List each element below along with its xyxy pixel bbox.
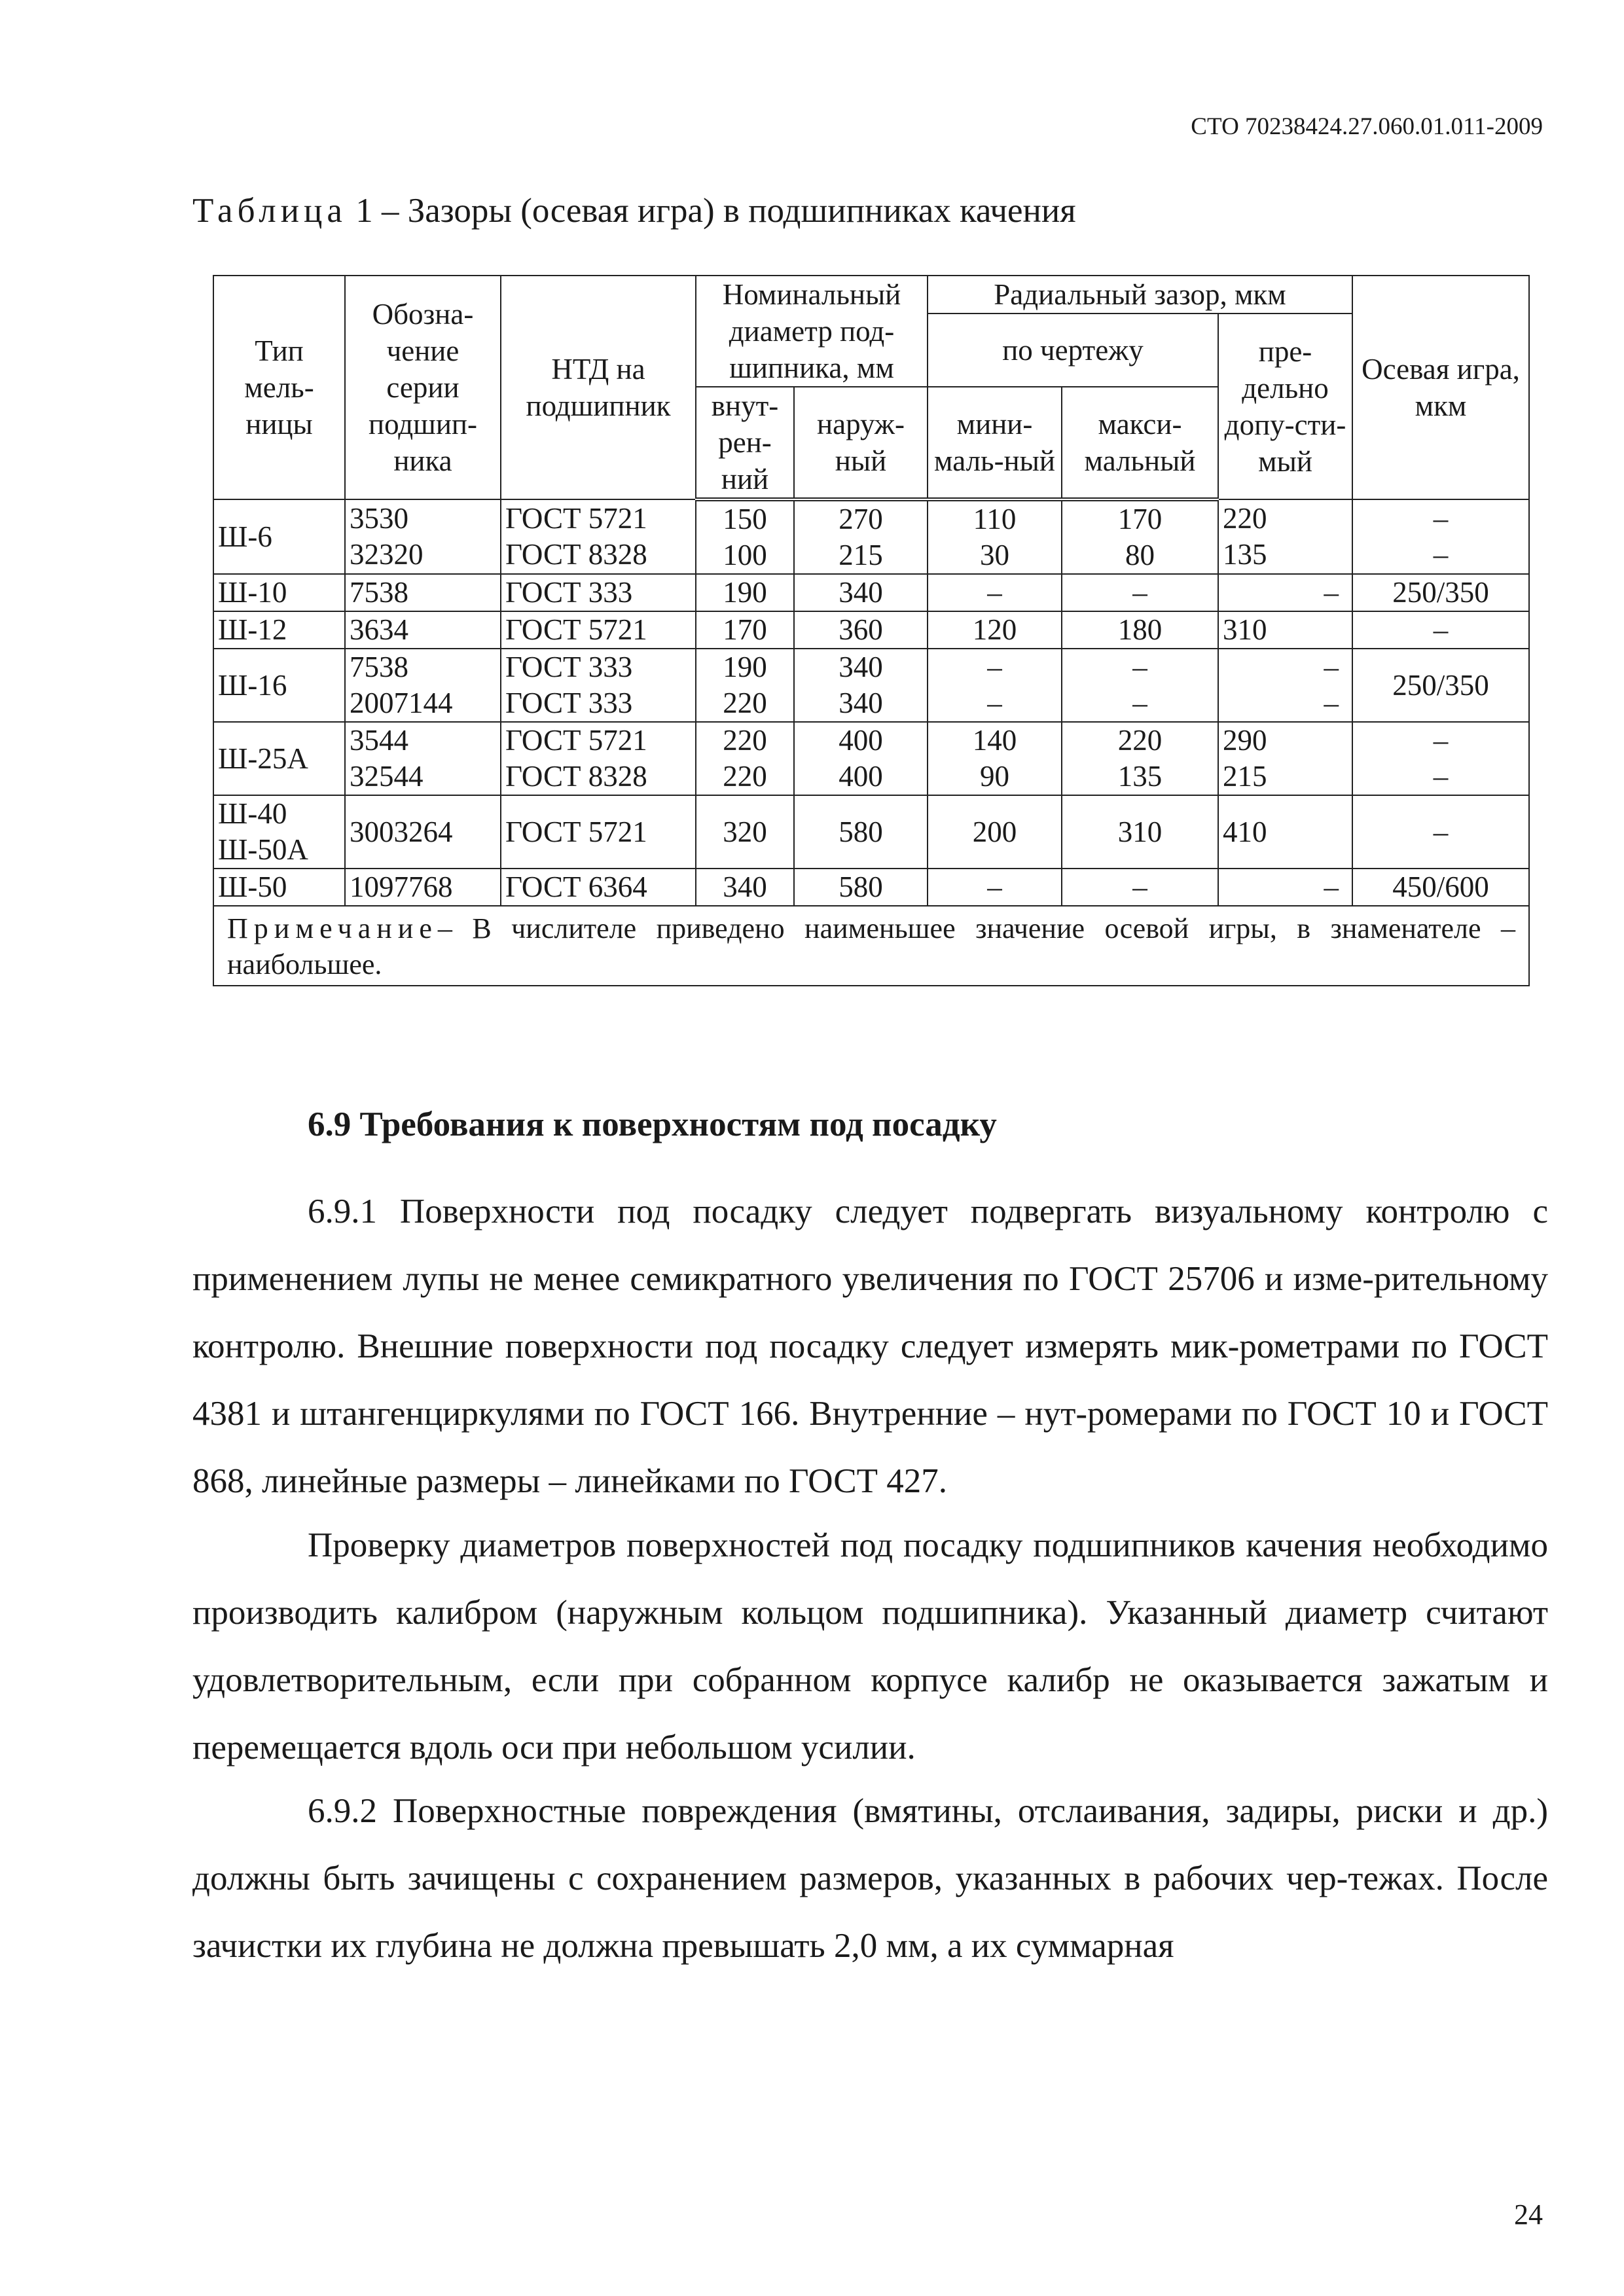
document-code: СТО 70238424.27.060.01.011-2009 <box>1191 113 1543 140</box>
cell-inner <box>696 869 794 906</box>
paragraph-text: 6.9.2 Поверхностные повреждения (вмятины, отслаивания, задиры, риски и др.) должны быть зачищены с сохранением размеров, указанных в рабочих чер-тежах. После зачистки их глубина не должна превышать 2,0 мм, а их суммарная <box>192 1792 1548 1965</box>
cell-axial <box>1352 574 1529 611</box>
header-limit: пре-дельно допу-сти-мый <box>1218 314 1352 499</box>
cell-value: 400 <box>839 724 883 757</box>
cell-value: ГОСТ 333 <box>505 651 633 683</box>
cell-value: Ш-6 <box>218 520 272 553</box>
cell-value: 310 <box>1117 815 1163 848</box>
cell-limit <box>1218 649 1352 722</box>
cell-value: 3003264 <box>350 815 453 848</box>
cell-ntd <box>501 722 696 795</box>
cell-ntd <box>501 611 696 649</box>
cell-min <box>928 499 1062 574</box>
cell-value: – <box>1433 815 1449 848</box>
cell-value: 580 <box>839 870 883 903</box>
cell-type <box>213 869 345 906</box>
cell-axial <box>1352 869 1529 906</box>
cell-max <box>1062 795 1218 869</box>
cell-type <box>213 611 345 649</box>
cell-type <box>213 722 345 795</box>
cell-inner <box>696 795 794 869</box>
cell-value: 3544 <box>350 724 408 757</box>
cell-value: 32544 <box>350 760 424 793</box>
cell-value: ГОСТ 5721 <box>505 815 647 848</box>
cell-type <box>213 574 345 611</box>
cell-series <box>345 574 501 611</box>
cell-value: – <box>987 870 1002 903</box>
cell-value: 270 <box>839 503 883 535</box>
header-nominal-diameter: Номинальный диаметр под-шипника, мм <box>696 276 928 387</box>
table-body <box>213 499 1529 906</box>
cell-outer <box>794 649 928 722</box>
cell-series <box>345 795 501 869</box>
header-inner: внут-рен-ний <box>696 387 794 499</box>
table-row <box>213 795 1529 869</box>
cell-value: ГОСТ 333 <box>505 687 633 719</box>
cell-value: 340 <box>723 870 767 903</box>
cell-value: 310 <box>1223 613 1267 646</box>
cell-value: ГОСТ 8328 <box>505 538 647 571</box>
table-row <box>213 649 1529 722</box>
cell-value: 220 <box>723 724 767 757</box>
cell-value: ГОСТ 333 <box>505 576 633 609</box>
cell-value: – <box>987 687 1002 719</box>
table-row <box>213 722 1529 795</box>
cell-value: – <box>1433 538 1449 571</box>
cell-max <box>1062 574 1218 611</box>
header-max: макси-мальный <box>1062 387 1218 499</box>
table-title-label: Таблица <box>192 192 347 230</box>
header-outer: наруж-ный <box>794 387 928 499</box>
cell-limit <box>1218 722 1352 795</box>
cell-max <box>1062 722 1218 795</box>
cell-value: – <box>1433 613 1449 646</box>
cell-value: 1097768 <box>350 870 453 903</box>
cell-outer <box>794 574 928 611</box>
cell-value: 215 <box>1223 760 1267 793</box>
cell-limit <box>1218 795 1352 869</box>
table-row <box>213 611 1529 649</box>
cell-value: 340 <box>839 651 883 683</box>
cell-value: 580 <box>839 815 883 848</box>
header-ntd: НТД на подшипник <box>501 276 696 499</box>
cell-value: Ш-50 <box>218 870 287 903</box>
cell-value: 250/350 <box>1392 668 1489 702</box>
cell-value: 170 <box>1117 503 1163 535</box>
cell-axial <box>1352 649 1529 722</box>
cell-value: 135 <box>1223 538 1267 571</box>
cell-value: – <box>1433 502 1449 535</box>
paragraph-6-9-1 <box>192 1178 1548 1515</box>
bearing-clearance-table <box>213 275 1530 986</box>
cell-value: 220 <box>723 760 767 793</box>
cell-limit <box>1218 499 1352 574</box>
cell-min <box>928 869 1062 906</box>
cell-value: 220 <box>1117 724 1163 757</box>
cell-value: 150 <box>723 503 767 535</box>
cell-value: – <box>1324 576 1339 609</box>
table-note <box>213 906 1529 986</box>
table-row <box>213 499 1529 574</box>
header-series: Обозна-чение серии подшип-ника <box>345 276 501 499</box>
cell-value: 32320 <box>350 538 424 571</box>
cell-value: ГОСТ 6364 <box>505 870 647 903</box>
cell-value: Ш-12 <box>218 613 287 646</box>
cell-value: 220 <box>723 687 767 719</box>
cell-value: ГОСТ 5721 <box>505 502 647 535</box>
cell-value: 360 <box>839 613 883 646</box>
cell-type <box>213 499 345 574</box>
cell-axial <box>1352 499 1529 574</box>
cell-value: ГОСТ 5721 <box>505 613 647 646</box>
cell-ntd <box>501 795 696 869</box>
header-axial-play: Осевая игра, мкм <box>1352 276 1529 499</box>
paragraph-check-diameters <box>192 1512 1548 1782</box>
cell-ntd <box>501 869 696 906</box>
cell-value: – <box>1324 687 1339 719</box>
cell-value: 3530 <box>350 502 408 535</box>
cell-ntd <box>501 499 696 574</box>
cell-inner <box>696 499 794 574</box>
section-heading: 6.9 Требования к поверхностям под посадку <box>308 1105 997 1143</box>
cell-value: – <box>1132 651 1147 683</box>
cell-value: 450/600 <box>1392 870 1489 903</box>
cell-series <box>345 869 501 906</box>
cell-value: – <box>1433 760 1449 793</box>
cell-ntd <box>501 574 696 611</box>
cell-inner <box>696 722 794 795</box>
cell-value: 170 <box>723 613 767 646</box>
cell-ntd <box>501 649 696 722</box>
cell-inner <box>696 611 794 649</box>
header-mill-type: Тип мель-ницы <box>213 276 345 499</box>
cell-value: – <box>987 651 1002 683</box>
cell-outer <box>794 869 928 906</box>
cell-value: 220 <box>1223 502 1267 535</box>
cell-axial <box>1352 795 1529 869</box>
cell-value: 90 <box>980 760 1009 793</box>
table-row <box>213 869 1529 906</box>
cell-value: Ш-25А <box>218 742 308 775</box>
cell-type <box>213 795 345 869</box>
cell-value: ГОСТ 5721 <box>505 724 647 757</box>
cell-value: 215 <box>839 539 883 571</box>
cell-value: – <box>1324 870 1339 903</box>
note-label: Примечание <box>227 912 438 944</box>
cell-min <box>928 574 1062 611</box>
cell-inner <box>696 574 794 611</box>
cell-series <box>345 499 501 574</box>
header-min: мини-маль-ный <box>928 387 1062 499</box>
cell-max <box>1062 611 1218 649</box>
cell-min <box>928 611 1062 649</box>
cell-value: 340 <box>839 687 883 719</box>
cell-max <box>1062 869 1218 906</box>
cell-outer <box>794 722 928 795</box>
cell-value: 250/350 <box>1392 576 1489 609</box>
cell-max <box>1062 499 1218 574</box>
cell-value: 140 <box>972 724 1017 757</box>
cell-value: Ш-10 <box>218 576 287 609</box>
page-number: 24 <box>1514 2198 1543 2231</box>
cell-value: 200 <box>972 815 1017 848</box>
cell-value: 7538 <box>350 576 408 609</box>
cell-outer <box>794 795 928 869</box>
cell-value: 120 <box>972 613 1017 646</box>
cell-type <box>213 649 345 722</box>
cell-max <box>1062 649 1218 722</box>
cell-limit <box>1218 869 1352 906</box>
cell-value: 290 <box>1223 724 1267 757</box>
cell-value: 180 <box>1117 613 1163 646</box>
cell-series <box>345 649 501 722</box>
note-text: – В числителе приведено наименьшее значение осевой игры, в знаменателе – наибольшее. <box>227 912 1516 980</box>
header-radial-clearance: Радиальный зазор, мкм <box>928 276 1352 314</box>
table-title <box>192 191 1076 230</box>
cell-inner <box>696 649 794 722</box>
cell-value: – <box>1132 576 1147 609</box>
cell-axial <box>1352 611 1529 649</box>
cell-value: – <box>1324 651 1339 683</box>
cell-value: 2007144 <box>350 687 453 719</box>
cell-value: – <box>1132 687 1147 719</box>
cell-value: 7538 <box>350 651 408 683</box>
cell-min <box>928 649 1062 722</box>
cell-series <box>345 722 501 795</box>
paragraph-6-9-2 <box>192 1778 1548 1980</box>
table-row <box>213 574 1529 611</box>
cell-min <box>928 795 1062 869</box>
paragraph-text: Проверку диаметров поверхностей под посадку подшипников качения необходимо производить калибром (наружным кольцом подшипника). Указанный диаметр считают удовлетворительным, если при собранном корпусе калибр не оказывается зажатым и перемещается вдоль оси при небольшом усилии. <box>192 1526 1548 1767</box>
cell-outer <box>794 611 928 649</box>
cell-value: 110 <box>973 503 1017 535</box>
cell-axial <box>1352 722 1529 795</box>
cell-value: 100 <box>723 539 767 571</box>
cell-limit <box>1218 611 1352 649</box>
cell-value: 320 <box>723 815 767 848</box>
table-title-text: 1 – Зазоры (осевая игра) в подшипниках качения <box>346 192 1076 230</box>
cell-limit <box>1218 574 1352 611</box>
cell-value: Ш-40 Ш-50А <box>218 797 308 866</box>
cell-value: 30 <box>980 539 1009 571</box>
cell-outer <box>794 499 928 574</box>
cell-value: 340 <box>839 576 883 609</box>
paragraph-text: 6.9.1 Поверхности под посадку следует подвергать визуальному контролю с применением лупы не менее семикратного увеличения по ГОСТ 25706 и изме-рительному контролю. Внешние поверхности под посадку следует измерять мик-рометрами по ГОСТ 4381 и штангенциркулями по ГОСТ 166. Внутренние – нут-ромерами по ГОСТ 10 и ГОСТ 868, линейные размеры – линейками по ГОСТ 427. <box>192 1193 1548 1500</box>
cell-value: ГОСТ 8328 <box>505 760 647 793</box>
cell-value: Ш-16 <box>218 668 287 702</box>
cell-value: 190 <box>723 651 767 683</box>
cell-value: 135 <box>1117 760 1163 793</box>
cell-value: – <box>1132 870 1147 903</box>
cell-value: 80 <box>1125 539 1155 571</box>
cell-value: 400 <box>839 760 883 793</box>
cell-series <box>345 611 501 649</box>
table-note-row <box>213 906 1529 986</box>
cell-value: – <box>987 576 1002 609</box>
cell-value: 190 <box>723 576 767 609</box>
cell-value: 410 <box>1223 815 1267 848</box>
cell-value: – <box>1433 724 1449 757</box>
cell-min <box>928 722 1062 795</box>
header-by-drawing: по чертежу <box>928 314 1218 387</box>
cell-value: 3634 <box>350 613 408 646</box>
